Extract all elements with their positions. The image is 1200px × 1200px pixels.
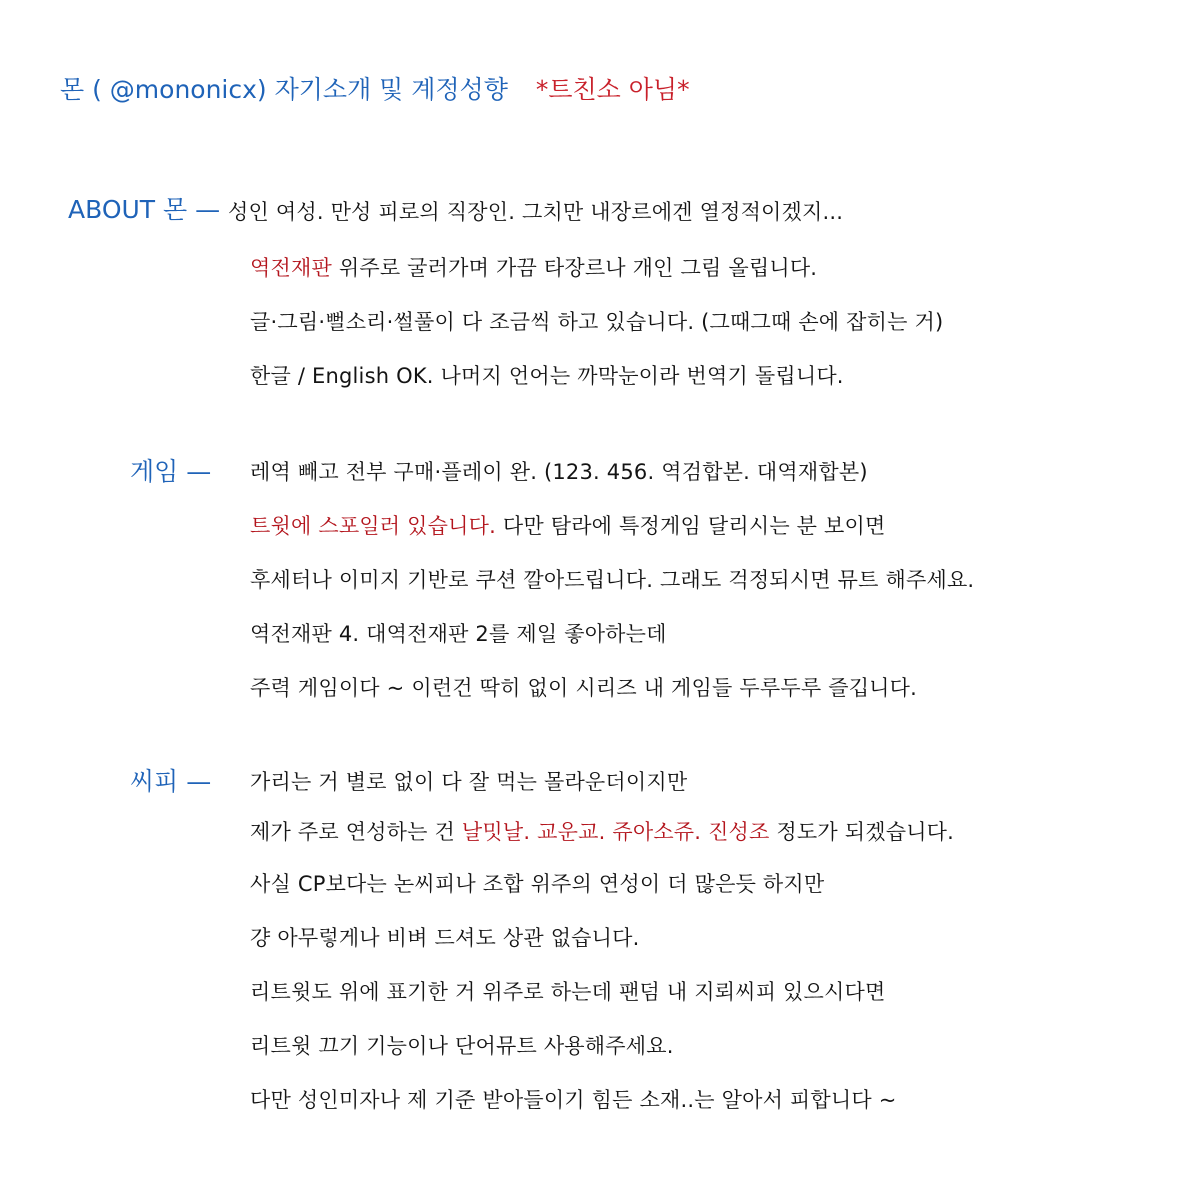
- title-main: 몬 ( @mononicx) 자기소개 및 계정성향: [60, 75, 508, 104]
- cp-line-3: 사실 CP보다는 논씨피나 조합 위주의 연성이 더 많은듯 하지만: [250, 872, 825, 896]
- title-warning: *트친소 아님*: [535, 75, 690, 104]
- about-highlight: 역전재판: [250, 256, 332, 280]
- cp-line-6: 리트윗 끄기 기능이나 단어뮤트 사용해주세요.: [250, 1034, 674, 1058]
- game-line-3: 후세터나 이미지 기반로 쿠션 깔아드립니다. 그래도 걱정되시면 뮤트 해주세요.: [250, 568, 975, 592]
- cp-line-1: 가리는 거 별로 없이 다 잘 먹는 몰라운더이지만: [250, 770, 688, 794]
- game-line-2-text: 다만 탐라에 특정게임 달리시는 분 보이면: [495, 514, 886, 538]
- cp-pairing-1: 날밋날: [461, 820, 524, 844]
- about-line-2-text: 위주로 굴러가며 가끔 타장르나 개인 그림 올립니다.: [338, 256, 818, 280]
- cp-label: 씨피 —: [130, 767, 212, 796]
- about-line-1: 성인 여성. 만성 피로의 직장인. 그치만 내장르에겐 열정적이겠지...: [228, 200, 844, 224]
- cp-pairing-3: 쥬아소쥬: [612, 820, 695, 844]
- cp-line-5: 리트윗도 위에 표기한 거 위주로 하는데 팬덤 내 지뢰씨피 있으시다면: [250, 980, 886, 1004]
- about-label: ABOUT 몬 —: [68, 195, 221, 224]
- cp-line-4: 걍 아무렇게나 비벼 드셔도 상관 없습니다.: [250, 926, 640, 950]
- cp-line-2-post: 정도가 되겠습니다.: [769, 820, 955, 844]
- cp-line-7: 다만 성인미자나 제 기준 받아들이기 힘든 소재..는 알아서 피합니다 ~: [250, 1088, 897, 1112]
- about-line-2: [250, 252, 817, 282]
- about-line-4: 한글 / English OK. 나머지 언어는 까막눈이라 번역기 돌립니다.: [250, 364, 844, 388]
- game-line-2: [250, 510, 886, 540]
- game-spoiler-warning: 트윗에 스포일러 있습니다.: [250, 514, 496, 538]
- page-title: [60, 70, 690, 106]
- cp-line-2: 제가 주로 연성하는 건 날밋날. 교운교. 쥬아소쥬. 진성조 정도가 되겠습니다.: [250, 820, 955, 844]
- game-line-1: 레역 빼고 전부 구매·플레이 완. (123. 456. 역검합본. 대역재합본): [250, 460, 868, 484]
- game-line-4: 역전재판 4. 대역전재판 2를 제일 좋아하는데: [250, 622, 667, 646]
- about-line-3: 글·그림·뻘소리·썰풀이 다 조금씩 하고 있습니다. (그때그때 손에 잡히는 거): [250, 310, 944, 334]
- cp-pairing-2: 교운교: [537, 820, 599, 844]
- game-line-5: 주력 게임이다 ~ 이런건 딱히 없이 시리즈 내 게임들 두루두루 즐깁니다.: [250, 676, 918, 700]
- cp-pairing-4: 진성조: [708, 820, 770, 844]
- cp-line-2-pre: 제가 주로 연성하는 건: [250, 820, 462, 844]
- game-label: 게임 —: [130, 457, 212, 486]
